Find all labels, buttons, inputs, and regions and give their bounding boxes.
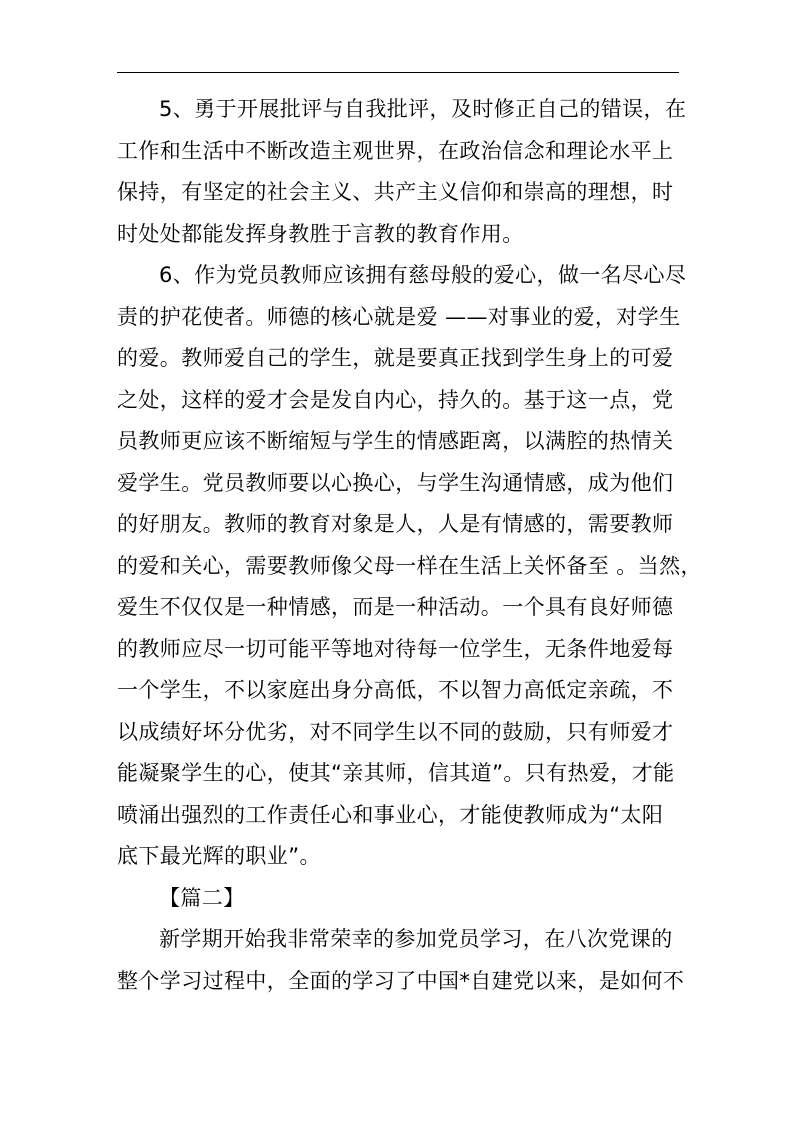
text-line: 底下最光辉的职业”。	[117, 844, 321, 868]
text-line: 工作和生活中不断改造主观世界，在政治信念和理论水平上	[117, 138, 674, 163]
text-line: 责的护花使者。师德的核心就是爱 ——对事业的爱，对学生	[117, 304, 681, 329]
text-line: 的爱和关心，需要教师像父母一样在生活上关怀备至 。当然，	[117, 553, 702, 578]
text-line: 员教师更应该不断缩短与学生的情感距离，以满腔的热情关	[117, 429, 674, 453]
text-line: 以成绩好坏分优劣，对不同学生以不同的鼓励，只有师爱才	[117, 719, 674, 744]
document-body	[117, 89, 702, 1002]
text-line: 时处处都能发挥身教胜于言教的教育作用。	[117, 221, 524, 246]
text-line: 6、作为党员教师应该拥有慈母般的爱心，做一名尽心尽	[159, 263, 687, 287]
text-line: 的好朋友。教师的教育对象是人，人是有情感的，需要教师	[117, 512, 674, 536]
text-line: 爱生不仅仅是一种情感，而是一种活动。一个具有良好师德	[117, 595, 674, 619]
text-line: 一个学生，不以家庭出身分高低，不以智力高低定亲疏，不	[117, 678, 674, 702]
paragraph-intro	[117, 919, 685, 1002]
text-line: 的爱。教师爱自己的学生，就是要真正找到学生身上的可爱	[117, 346, 674, 370]
text-line: 新学期开始我非常荣幸的参加党员学习，在八次党课的	[159, 927, 673, 951]
text-line: 之处，这样的爱才会是发自内心，持久的。基于这一点，党	[117, 387, 674, 412]
text-line: 的教师应尽一切可能平等地对待每一位学生，无条件地爱每	[117, 636, 674, 661]
text-line: 5、勇于开展批评与自我批评，及时修正自己的错误，在	[159, 97, 687, 121]
section-heading: 【篇二】	[159, 885, 245, 910]
text-line: 爱学生。党员教师要以心换心，与学生沟通情感，成为他们	[117, 470, 674, 495]
header-rule	[117, 72, 679, 73]
text-line: 能凝聚学生的心，使其“亲其师，信其道”。只有热爱，才能	[117, 761, 675, 785]
text-line: 保持，有坚定的社会主义、共产主义信仰和崇高的理想，时	[117, 180, 674, 204]
paragraph-6	[117, 255, 702, 878]
text-line: 喷涌出强烈的工作责任心和事业心，才能使教师成为“太阳	[117, 802, 664, 827]
paragraph-5	[117, 89, 687, 255]
text-line: 整个学习过程中，全面的学习了中国*自建党以来，是如何不	[117, 968, 685, 993]
